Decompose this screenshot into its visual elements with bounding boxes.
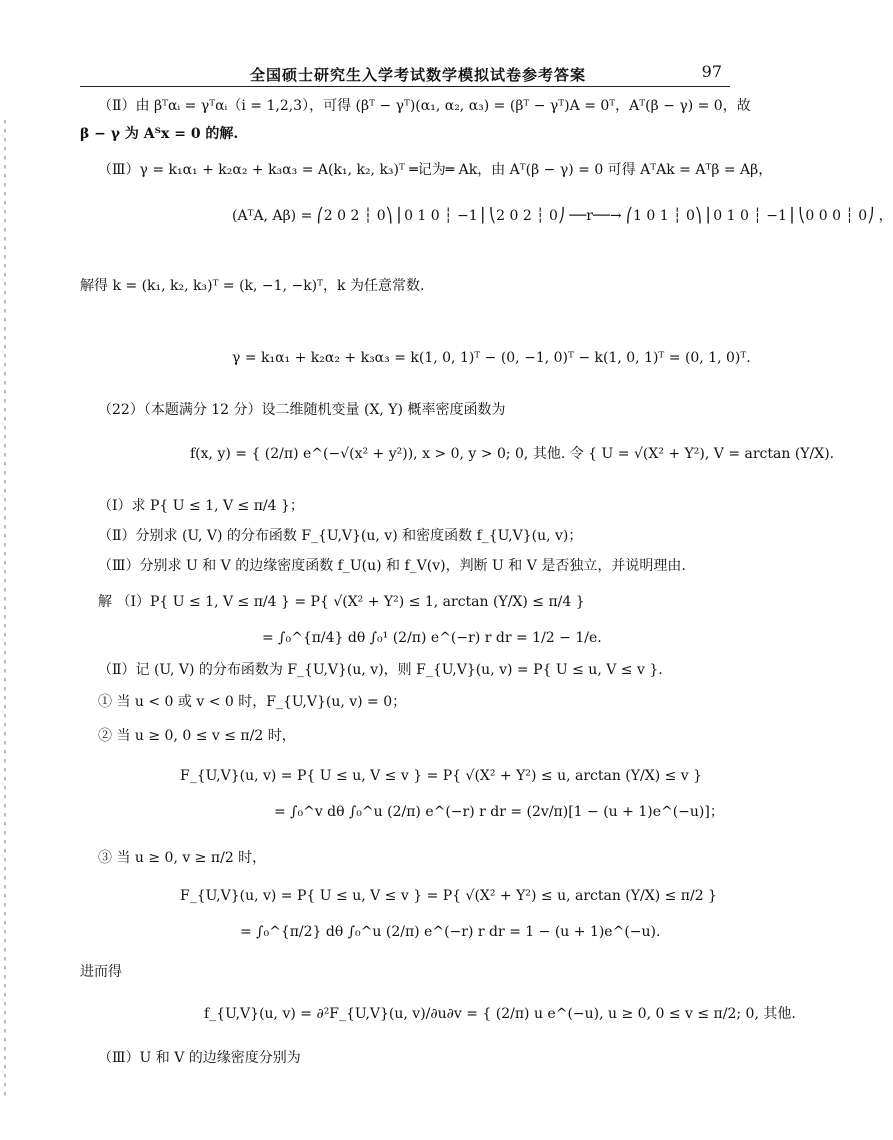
problem-22-heading: （22）（本题满分 12 分）设二维随机变量 (X, Y) 概率密度函数为 — [98, 402, 506, 418]
solution-k: 解得 k = (k₁, k₂, k₃)ᵀ = (k, −1, −k)ᵀ，k 为任意常数. — [80, 278, 425, 294]
case-1: ① 当 u < 0 或 v < 0 时，F_{U,V}(u, v) = 0； — [98, 694, 407, 710]
case-2-distribution: F_{U,V}(u, v) = P{ U ≤ u, V ≤ v } = P{ √(X² + Y²) ≤ u, arctan (Y/X) ≤ v } — [180, 768, 703, 784]
solution-part-1: 解 （Ⅰ）P{ U ≤ 1, V ≤ π/4 } = P{ √(X² + Y²) ≤ 1, arctan (Y/X) ≤ π/4 } — [98, 594, 585, 610]
binding-margin-dots — [4, 120, 6, 1100]
page-number: 97 — [701, 62, 722, 81]
question-part-1: （Ⅰ）求 P{ U ≤ 1, V ≤ π/4 }； — [98, 498, 304, 514]
part-2-conclusion: β − γ 为 Aᵀx = 0 的解. — [80, 126, 239, 142]
header-title: 全国硕士研究生入学考试数学模拟试卷参考答案 — [250, 66, 587, 84]
case-3: ③ 当 u ≥ 0, v ≥ π/2 时， — [98, 850, 267, 866]
case-3-distribution: F_{U,V}(u, v) = P{ U ≤ u, V ≤ v } = P{ √(X² + Y²) ≤ u, arctan (Y/X) ≤ π/2 } — [180, 888, 717, 904]
solution-part-2-intro: （Ⅱ）记 (U, V) 的分布函数为 F_{U,V}(u, v)，则 F_{U,V}(u, v) = P{ U ≤ u, V ≤ v }. — [98, 662, 663, 678]
page-header — [80, 58, 730, 87]
part-2-statement: （Ⅱ）由 βᵀαᵢ = γᵀαᵢ（i = 1,2,3），可得 (βᵀ − γᵀ)(α₁, α₂, α₃) = (βᵀ − γᵀ)A = 0ᵀ，Aᵀ(β − γ) = 0，故 — [98, 98, 751, 114]
question-part-2: （Ⅱ）分别求 (U, V) 的分布函数 F_{U,V}(u, v) 和密度函数 f_{U,V}(u, v)； — [98, 528, 583, 544]
gamma-result: γ = k₁α₁ + k₂α₂ + k₃α₃ = k(1, 0, 1)ᵀ − (0, −1, 0)ᵀ − k(1, 0, 1)ᵀ = (0, 1, 0)ᵀ. — [232, 350, 751, 366]
case-3-integral: = ∫₀^{π/2} dθ ∫₀^u (2/π) e^(−r) r dr = 1 − (u + 1)e^(−u). — [240, 924, 661, 940]
part-3-gamma-definition: （Ⅲ）γ = k₁α₁ + k₂α₂ + k₃α₃ = A(k₁, k₂, k₃)ᵀ ═记为═ Ak，由 Aᵀ(β − γ) = 0 可得 AᵀAk = Aᵀβ = Aβ， — [98, 162, 773, 178]
density-and-transform: f(x, y) = { (2/π) e^(−√(x² + y²)), x > 0, y > 0; 0, 其他. 令 { U = √(X² + Y²), V = arctan (Y/X). — [190, 446, 835, 462]
solution-part-3-intro: （Ⅲ）U 和 V 的边缘密度分别为 — [98, 1050, 301, 1066]
solution-part-1-integral: = ∫₀^{π/4} dθ ∫₀¹ (2/π) e^(−r) r dr = 1/2 − 1/e. — [262, 630, 602, 646]
augmented-matrix-reduction: (AᵀA, Aβ) = ⎛2 0 2 ┆ 0⎞ ⎜0 1 0 ┆ −1⎟ ⎝2 0 2 ┆ 0⎠ ──r──→ ⎛1 0 1 ┆ 0⎞ ⎜0 1 0 ┆ −1⎟ ⎝0 0 0 ┆ 0⎠ ， — [232, 208, 893, 224]
case-2-integral: = ∫₀^v dθ ∫₀^u (2/π) e^(−r) r dr = (2v/π)[1 − (u + 1)e^(−u)]； — [274, 804, 724, 820]
case-2: ② 当 u ≥ 0, 0 ≤ v ≤ π/2 时， — [98, 728, 296, 744]
question-part-3: （Ⅲ）分别求 U 和 V 的边缘密度函数 f_U(u) 和 f_V(v)，判断 U 和 V 是否独立，并说明理由. — [98, 558, 686, 574]
hence-text: 进而得 — [80, 964, 122, 980]
joint-density-result: f_{U,V}(u, v) = ∂²F_{U,V}(u, v)/∂u∂v = { (2/π) u e^(−u), u ≥ 0, 0 ≤ v ≤ π/2; 0, 其他. — [204, 1006, 796, 1022]
